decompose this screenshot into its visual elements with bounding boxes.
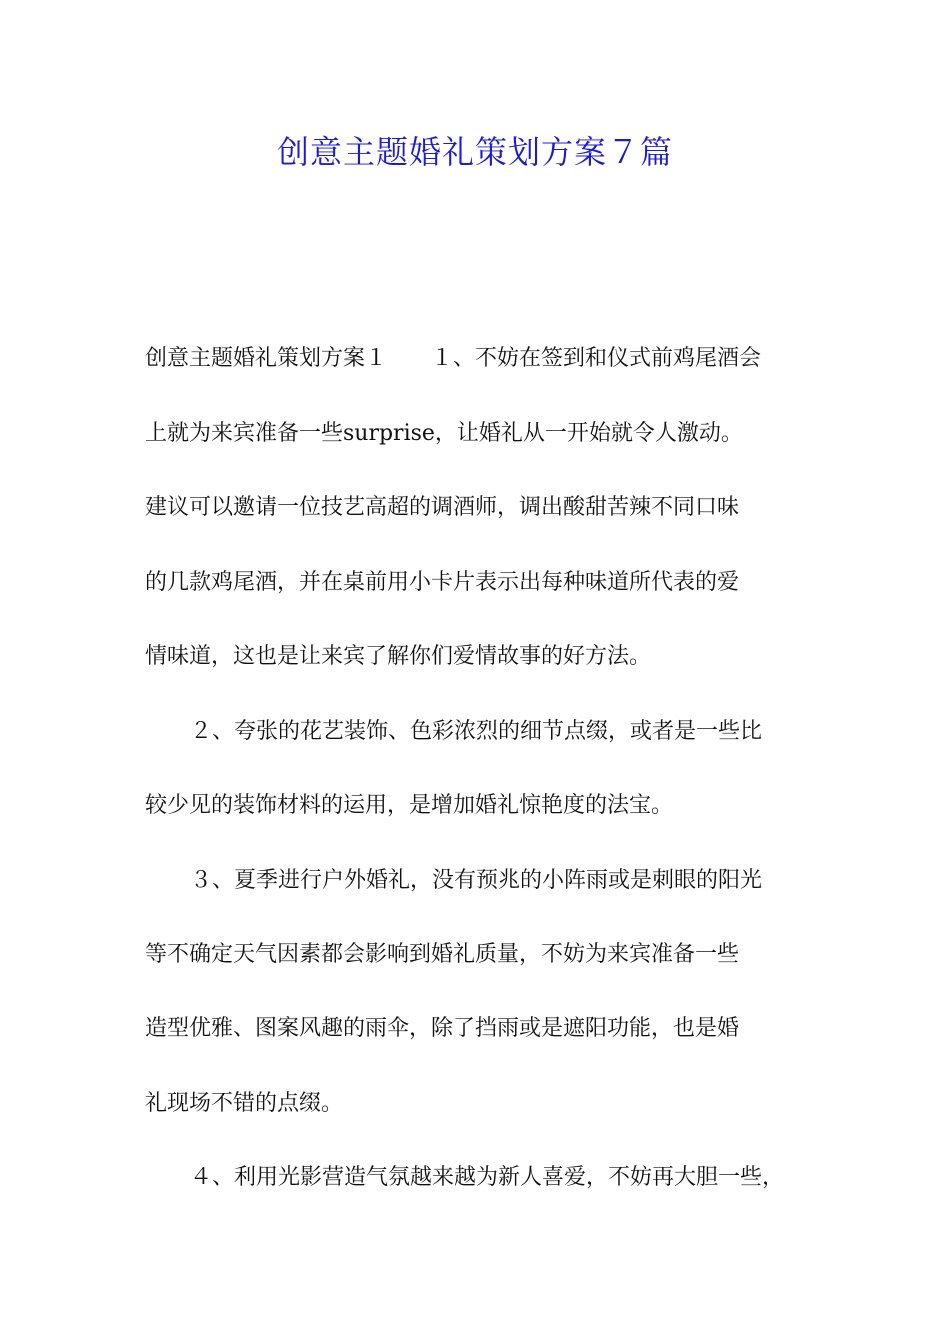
paragraph-line: 等不确定天气因素都会影响到婚礼质量，不妨为来宾准备一些 xyxy=(145,942,740,967)
document-title: 创意主题婚礼策划方案７篇 xyxy=(276,133,673,171)
paragraph-line: ４、利用光影营造气氛越来越为新人喜爱，不妨再大胆一些， xyxy=(190,1165,785,1190)
paragraph-line: 上就为来宾准备一些surprise，让婚礼从一开始就令人激动。 xyxy=(145,421,743,446)
paragraph-line: ３、夏季进行户外婚礼，没有预兆的小阵雨或是刺眼的阳光 xyxy=(190,868,763,893)
paragraph-line: ２、夸张的花艺装饰、色彩浓烈的细节点缀，或者是一些比 xyxy=(190,719,763,744)
paragraph-line: 造型优雅、图案风趣的雨伞，除了挡雨或是遮阳功能，也是婚 xyxy=(145,1016,740,1041)
paragraph-line: 建议可以邀请一位技艺高超的调酒师，调出酸甜苦辣不同口味 xyxy=(145,495,740,520)
paragraph-line: 礼现场不错的点缀。 xyxy=(145,1091,344,1116)
paragraph-line: 的几款鸡尾酒，并在桌前用小卡片表示出每种味道所代表的爱 xyxy=(145,570,740,595)
paragraph-line: 较少见的装饰材料的运用，是增加婚礼惊艳度的法宝。 xyxy=(145,793,674,818)
paragraph-line: 情味道，这也是让来宾了解你们爱情故事的好方法。 xyxy=(145,644,652,669)
paragraph-line: 创意主题婚礼策划方案１ １、不妨在签到和仪式前鸡尾酒会 xyxy=(145,346,762,371)
